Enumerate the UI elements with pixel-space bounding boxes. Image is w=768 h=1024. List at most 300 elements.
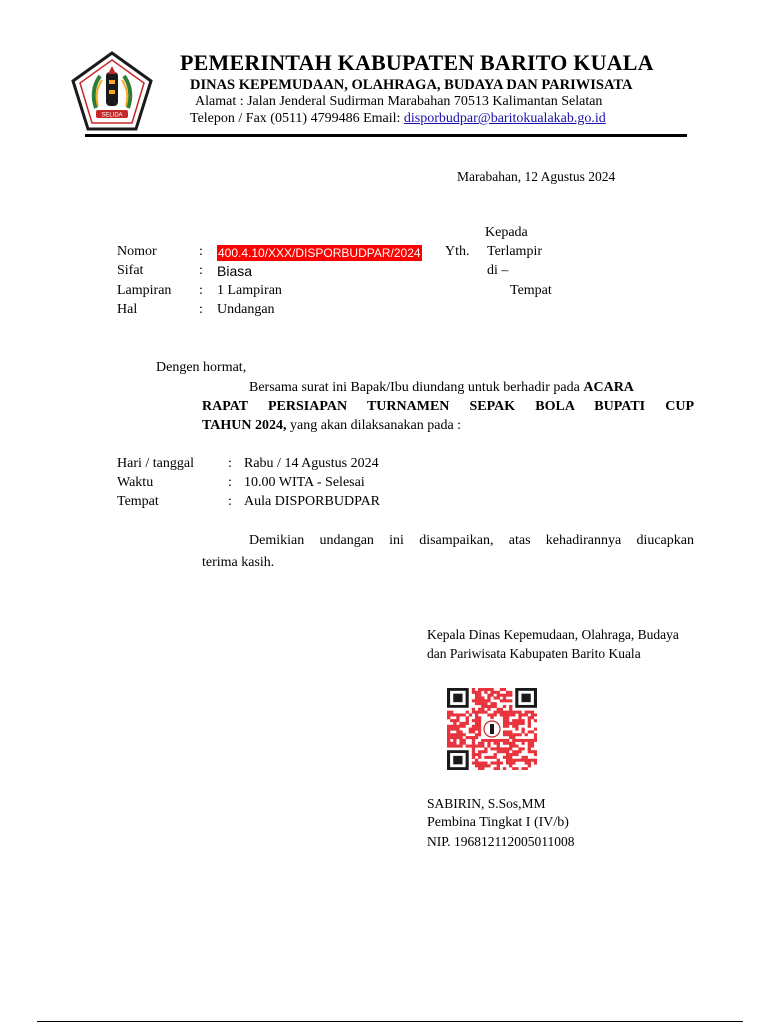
- qr-module: [478, 753, 481, 756]
- meta-label-lampiran: Lampiran: [117, 283, 172, 298]
- qr-module: [456, 745, 459, 748]
- qr-module: [472, 688, 475, 691]
- qr-module: [509, 711, 512, 714]
- qr-module: [481, 696, 484, 699]
- qr-module: [453, 745, 456, 748]
- qr-module: [459, 742, 462, 745]
- qr-module: [472, 745, 475, 748]
- qr-module: [531, 745, 534, 748]
- qr-module: [503, 742, 506, 745]
- qr-module: [503, 756, 506, 759]
- qr-module: [531, 742, 534, 745]
- qr-module: [450, 733, 453, 736]
- qr-module: [497, 691, 500, 694]
- qr-module: [472, 753, 475, 756]
- qr-module: [506, 716, 509, 719]
- qr-module: [521, 756, 524, 759]
- closing-line-2: terima kasih.: [202, 555, 275, 570]
- qr-module: [463, 733, 466, 736]
- qr-module: [447, 736, 450, 739]
- qr-module: [487, 699, 490, 702]
- qr-module: [472, 736, 475, 739]
- qr-module: [456, 713, 459, 716]
- qr-module: [515, 739, 518, 742]
- signature-qr-code: [447, 688, 537, 770]
- qr-module: [521, 742, 524, 745]
- recipient-yth: Yth.: [445, 244, 470, 259]
- qr-module: [509, 747, 512, 750]
- qr-module: [463, 725, 466, 728]
- qr-module: [503, 688, 506, 691]
- qr-module: [450, 745, 453, 748]
- qr-module: [503, 705, 506, 708]
- qr-module: [450, 725, 453, 728]
- event-title-start: ACARA: [583, 380, 634, 395]
- letter-number-highlight: 400.4.10/XXX/DISPORBUDPAR/2024: [218, 246, 421, 260]
- qr-module: [528, 722, 531, 725]
- qr-module: [472, 756, 475, 759]
- qr-module: [487, 694, 490, 697]
- meta-separator: :: [199, 302, 203, 317]
- qr-module: [487, 713, 490, 716]
- qr-module: [472, 739, 475, 742]
- qr-module: [475, 759, 478, 762]
- qr-module: [478, 694, 481, 697]
- qr-module: [497, 711, 500, 714]
- qr-module: [494, 713, 497, 716]
- qr-module: [525, 739, 528, 742]
- qr-module: [534, 750, 537, 753]
- meta-separator: :: [199, 244, 203, 259]
- qr-module: [531, 711, 534, 714]
- qr-module: [475, 702, 478, 705]
- qr-module: [456, 719, 459, 722]
- qr-module: [484, 699, 487, 702]
- qr-module: [487, 739, 490, 742]
- recipient-name: Terlampir: [487, 244, 542, 259]
- qr-module: [484, 764, 487, 767]
- qr-module: [509, 694, 512, 697]
- detail-value-place: Aula DISPORBUDPAR: [244, 494, 381, 509]
- qr-module: [475, 691, 478, 694]
- event-title-text: RAPAT PERSIAPAN TURNAMEN SEPAK BOLA BUPATI CUP: [202, 399, 694, 414]
- qr-module: [459, 722, 462, 725]
- meta-value-lampiran: 1 Lampiran: [217, 283, 282, 298]
- email-link[interactable]: disporbudpar@baritokualakab.go.id: [403, 111, 606, 126]
- qr-module: [494, 753, 497, 756]
- qr-module: [518, 739, 521, 742]
- qr-module: [509, 753, 512, 756]
- qr-module: [453, 736, 456, 739]
- qr-module: [494, 696, 497, 699]
- qr-module: [478, 708, 481, 711]
- qr-module: [525, 713, 528, 716]
- qr-module: [472, 711, 475, 714]
- qr-module: [490, 705, 493, 708]
- qr-module: [481, 745, 484, 748]
- qr-module: [515, 728, 518, 731]
- qr-module: [515, 767, 518, 770]
- qr-module: [463, 722, 466, 725]
- qr-module: [521, 713, 524, 716]
- qr-module: [490, 691, 493, 694]
- qr-module: [512, 753, 515, 756]
- qr-module: [534, 728, 537, 731]
- qr-module: [447, 725, 450, 728]
- qr-module: [484, 705, 487, 708]
- logo-ribbon-text: SELIDA: [101, 112, 123, 119]
- qr-module: [506, 719, 509, 722]
- qr-module: [506, 739, 509, 742]
- qr-module: [450, 736, 453, 739]
- qr-module: [469, 730, 472, 733]
- qr-module: [484, 711, 487, 714]
- qr-module: [484, 747, 487, 750]
- meta-label-sifat: Sifat: [117, 263, 144, 278]
- detail-label-time: Waktu: [117, 475, 154, 490]
- regency-logo: [70, 50, 154, 132]
- qr-module: [469, 728, 472, 731]
- qr-module: [506, 713, 509, 716]
- qr-module: [463, 713, 466, 716]
- qr-module: [512, 733, 515, 736]
- qr-module: [478, 716, 481, 719]
- qr-module: [528, 764, 531, 767]
- qr-module: [447, 742, 450, 745]
- qr-module: [503, 719, 506, 722]
- qr-module: [525, 711, 528, 714]
- qr-module: [478, 742, 481, 745]
- qr-module: [515, 753, 518, 756]
- qr-module: [509, 705, 512, 708]
- qr-module: [450, 711, 453, 714]
- qr-module: [509, 708, 512, 711]
- qr-module: [528, 711, 531, 714]
- qr-module: [490, 762, 493, 765]
- qr-module: [490, 694, 493, 697]
- qr-module: [525, 762, 528, 765]
- qr-module: [500, 747, 503, 750]
- detail-label-place: Tempat: [117, 494, 159, 509]
- qr-module: [503, 725, 506, 728]
- qr-module: [484, 702, 487, 705]
- qr-module: [475, 728, 478, 731]
- qr-module: [515, 733, 518, 736]
- qr-module: [478, 696, 481, 699]
- qr-module: [500, 694, 503, 697]
- qr-module: [531, 750, 534, 753]
- qr-module: [503, 699, 506, 702]
- qr-module: [531, 739, 534, 742]
- qr-module: [515, 750, 518, 753]
- qr-module: [497, 739, 500, 742]
- qr-module: [475, 764, 478, 767]
- qr-module: [500, 699, 503, 702]
- qr-module: [472, 699, 475, 702]
- letterhead-address: Alamat : Jalan Jenderal Sudirman Marabahan 70513 Kalimantan Selatan: [195, 94, 603, 109]
- qr-module: [472, 730, 475, 733]
- qr-module: [475, 745, 478, 748]
- qr-module: [503, 730, 506, 733]
- qr-module: [518, 719, 521, 722]
- qr-module: [512, 736, 515, 739]
- qr-module: [518, 713, 521, 716]
- qr-module: [503, 713, 506, 716]
- qr-module: [469, 713, 472, 716]
- qr-module: [472, 750, 475, 753]
- qr-module: [459, 745, 462, 748]
- qr-module: [509, 764, 512, 767]
- qr-module: [521, 728, 524, 731]
- qr-module: [528, 725, 531, 728]
- qr-module: [534, 713, 537, 716]
- qr-module: [475, 736, 478, 739]
- qr-module: [484, 739, 487, 742]
- qr-module: [503, 711, 506, 714]
- letterhead-divider: [85, 134, 687, 137]
- qr-module: [484, 762, 487, 765]
- qr-module: [447, 730, 450, 733]
- meta-separator: :: [199, 263, 203, 278]
- qr-module: [509, 730, 512, 733]
- qr-module: [509, 756, 512, 759]
- qr-module: [512, 742, 515, 745]
- qr-module: [478, 725, 481, 728]
- qr-module: [475, 753, 478, 756]
- qr-module: [518, 759, 521, 762]
- qr-module: [515, 759, 518, 762]
- qr-module: [531, 716, 534, 719]
- detail-label-date: Hari / tanggal: [117, 456, 194, 471]
- detail-separator: :: [228, 475, 232, 490]
- qr-module: [515, 711, 518, 714]
- qr-module: [506, 730, 509, 733]
- qr-module: [528, 739, 531, 742]
- qr-module: [515, 722, 518, 725]
- closing-line-1: Demikian undangan ini disampaikan, atas kehadirannya diucapkan: [249, 533, 694, 548]
- qr-module: [494, 762, 497, 765]
- qr-module: [481, 742, 484, 745]
- qr-module: [512, 767, 515, 770]
- meta-value-nomor: [217, 244, 422, 262]
- qr-module: [497, 745, 500, 748]
- qr-module: [506, 733, 509, 736]
- qr-finder-pattern: [453, 756, 462, 764]
- qr-module: [525, 759, 528, 762]
- qr-module: [459, 736, 462, 739]
- qr-module: [490, 716, 493, 719]
- qr-module: [466, 736, 469, 739]
- qr-module: [466, 711, 469, 714]
- qr-module: [503, 747, 506, 750]
- qr-module: [478, 722, 481, 725]
- qr-module: [509, 736, 512, 739]
- qr-module: [475, 719, 478, 722]
- qr-module: [478, 719, 481, 722]
- qr-module: [478, 699, 481, 702]
- intro-text-end: yang akan dilaksanakan pada :: [286, 418, 462, 433]
- qr-module: [475, 699, 478, 702]
- qr-module: [534, 759, 537, 762]
- qr-module: [472, 742, 475, 745]
- qr-module: [506, 750, 509, 753]
- signatory-position-line-2: dan Pariwisata Kabupaten Barito Kuala: [427, 646, 641, 661]
- qr-module: [506, 756, 509, 759]
- qr-module: [509, 713, 512, 716]
- qr-module: [490, 688, 493, 691]
- qr-module: [497, 750, 500, 753]
- qr-module: [534, 762, 537, 765]
- qr-module: [521, 759, 524, 762]
- detail-value-date: Rabu / 14 Agustus 2024: [244, 456, 379, 471]
- qr-module: [515, 725, 518, 728]
- qr-module: [500, 739, 503, 742]
- qr-module: [487, 745, 490, 748]
- qr-center-emblem-mark: [490, 724, 494, 734]
- qr-module: [490, 739, 493, 742]
- qr-module: [481, 688, 484, 691]
- qr-module: [472, 719, 475, 722]
- qr-module: [503, 694, 506, 697]
- qr-module: [521, 719, 524, 722]
- qr-module: [447, 745, 450, 748]
- qr-module: [447, 713, 450, 716]
- qr-module: [534, 733, 537, 736]
- qr-module: [478, 733, 481, 736]
- qr-module: [490, 702, 493, 705]
- qr-module: [487, 742, 490, 745]
- qr-module: [531, 730, 534, 733]
- qr-module: [518, 716, 521, 719]
- qr-module: [478, 745, 481, 748]
- qr-module: [478, 762, 481, 765]
- intro-line-3: [202, 416, 694, 435]
- qr-module: [528, 742, 531, 745]
- qr-module: [525, 733, 528, 736]
- qr-module: [506, 759, 509, 762]
- qr-module: [503, 716, 506, 719]
- qr-module: [497, 742, 500, 745]
- qr-module: [500, 708, 503, 711]
- event-year: TAHUN 2024,: [202, 418, 287, 433]
- qr-module: [512, 759, 515, 762]
- qr-module: [500, 750, 503, 753]
- qr-module: [466, 719, 469, 722]
- qr-module: [518, 750, 521, 753]
- qr-module: [500, 711, 503, 714]
- qr-module: [528, 719, 531, 722]
- qr-module: [456, 728, 459, 731]
- qr-module: [475, 722, 478, 725]
- qr-module: [494, 705, 497, 708]
- qr-module: [506, 699, 509, 702]
- qr-module: [456, 730, 459, 733]
- qr-module: [518, 747, 521, 750]
- qr-module: [478, 691, 481, 694]
- page-bottom-rule: [37, 1021, 743, 1022]
- recipient-place: Tempat: [510, 283, 552, 298]
- qr-module: [475, 725, 478, 728]
- detail-value-time: 10.00 WITA - Selesai: [244, 475, 365, 490]
- qr-module: [450, 713, 453, 716]
- qr-module: [447, 739, 450, 742]
- qr-module: [472, 691, 475, 694]
- qr-module: [453, 728, 456, 731]
- qr-code-icon: [447, 688, 537, 770]
- qr-module: [509, 745, 512, 748]
- qr-module: [521, 767, 524, 770]
- qr-module: [506, 742, 509, 745]
- qr-module: [463, 739, 466, 742]
- qr-module: [459, 725, 462, 728]
- qr-module: [528, 716, 531, 719]
- qr-module: [534, 736, 537, 739]
- qr-module: [475, 762, 478, 765]
- qr-module: [478, 688, 481, 691]
- qr-module: [466, 722, 469, 725]
- qr-module: [453, 725, 456, 728]
- qr-module: [447, 711, 450, 714]
- qr-module: [512, 762, 515, 765]
- signatory-position-line-1: Kepala Dinas Kepemudaan, Olahraga, Budaya: [427, 627, 679, 642]
- qr-module: [447, 733, 450, 736]
- qr-module: [487, 764, 490, 767]
- qr-module: [463, 742, 466, 745]
- qr-module: [518, 722, 521, 725]
- signatory-rank: Pembina Tingkat I (IV/b): [427, 815, 569, 830]
- qr-module: [466, 745, 469, 748]
- detail-separator: :: [228, 494, 232, 509]
- qr-module: [521, 722, 524, 725]
- qr-module: [503, 696, 506, 699]
- qr-module: [534, 739, 537, 742]
- qr-module: [518, 711, 521, 714]
- qr-module: [490, 747, 493, 750]
- qr-module: [512, 725, 515, 728]
- qr-module: [484, 688, 487, 691]
- qr-module: [494, 702, 497, 705]
- qr-module: [472, 708, 475, 711]
- qr-module: [509, 762, 512, 765]
- qr-finder-pattern: [521, 694, 530, 702]
- qr-module: [475, 694, 478, 697]
- qr-module: [481, 708, 484, 711]
- qr-module: [487, 705, 490, 708]
- qr-module: [456, 716, 459, 719]
- qr-module: [447, 728, 450, 731]
- qr-module: [472, 725, 475, 728]
- letterhead-contact: [190, 111, 606, 127]
- qr-module: [459, 739, 462, 742]
- meta-value-hal: Undangan: [217, 302, 275, 317]
- qr-module: [478, 756, 481, 759]
- qr-module: [478, 730, 481, 733]
- qr-module: [478, 728, 481, 731]
- meta-separator: :: [199, 283, 203, 298]
- qr-module: [497, 759, 500, 762]
- qr-module: [450, 719, 453, 722]
- qr-module: [515, 719, 518, 722]
- qr-module: [456, 725, 459, 728]
- qr-module: [456, 736, 459, 739]
- qr-module: [466, 716, 469, 719]
- qr-module: [534, 753, 537, 756]
- qr-module: [509, 699, 512, 702]
- qr-module: [453, 722, 456, 725]
- qr-module: [521, 730, 524, 733]
- qr-module: [497, 767, 500, 770]
- qr-module: [512, 745, 515, 748]
